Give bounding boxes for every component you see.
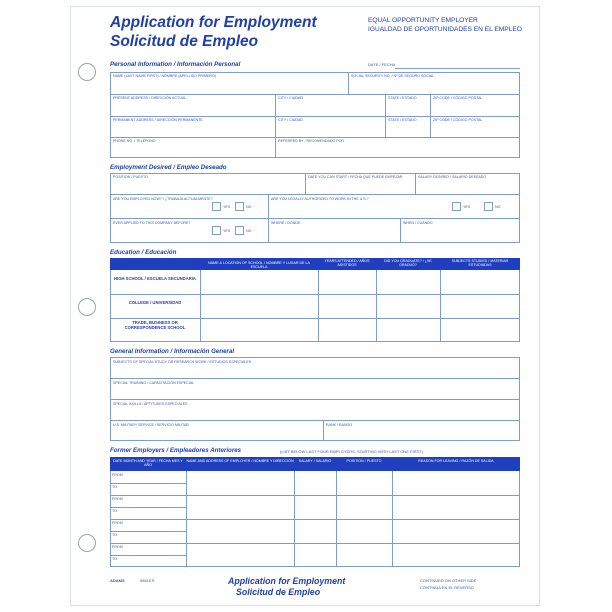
edu-col-school: NAME & LOCATION OF SCHOOL / NOMBRE Y LUGAR DE LA ESCUELA [208, 261, 310, 270]
military-service-label: U.S. MILITARY SERVICE / SERVICIO MILITAR [113, 423, 189, 427]
applied-yes-checkbox[interactable] [212, 226, 221, 235]
form-title-spanish: Solicitud de Empleo [110, 33, 259, 50]
zip-label-2: ZIP CODE / CÓDIGO POSTAL [433, 118, 483, 122]
permanent-address-label: PERMANENT ADDRESS / DIRECCIÓN PERMANENTE [113, 118, 203, 122]
employer2-from-label: FROM [112, 497, 123, 501]
rank-label: RANK / RANGO [326, 423, 353, 427]
ssn-label: SOCIAL SECURITY NO. / Nº DE SEGURO SOCIAL [351, 74, 435, 78]
authorized-no-checkbox[interactable] [484, 202, 493, 211]
section-education: Education / Educación [110, 249, 177, 256]
start-date-label: DATE YOU CAN START / FECHA QUE PUEDE EMPEZAR [308, 175, 403, 179]
employed-now-label: ARE YOU EMPLOYED NOW? / ¿TRABAJA ACTUALMENTE? [113, 197, 213, 201]
applied-no-checkbox[interactable] [235, 226, 244, 235]
special-training-label: SPECIAL TRAINING / CAPACITACIÓN ESPECIAL [113, 381, 195, 385]
edu-row-college: COLLEGE / UNIVERSIDAD [128, 300, 182, 305]
former-col-date: DATE MONTH AND YEAR / FECHA MES Y AÑO [113, 459, 183, 468]
section-general-information: General Information / Información General [110, 348, 235, 355]
former-col-employer: NAME AND ADDRESS OF EMPLOYER / NOMBRE Y DIRECCIÓN [186, 459, 294, 463]
former-employers-table [110, 457, 520, 567]
employer4-to-label: TO [112, 557, 117, 561]
special-skills-label: SPECIAL SKILLS / APTITUDES ESPECIALES [113, 402, 188, 406]
eoe-spanish: IGUALDAD DE OPORTUNIDADES EN EL EMPLEO [368, 25, 522, 33]
footer-title-spanish: Solicitud de Empleo [236, 587, 321, 597]
state-label-2: STATE / ESTADO [388, 118, 417, 122]
former-col-reason: REASON FOR LEAVING / RAZÓN DE SALIDA [418, 459, 494, 463]
special-study-label: SUBJECTS OF SPECIAL STUDY OR RESEARCH WORK / ESTUDIOS ESPECIALES [113, 360, 252, 364]
employer1-to-label: TO [112, 485, 117, 489]
former-col-salary: SALARY / SALARIO [298, 459, 332, 463]
employer1-from-label: FROM [112, 473, 123, 477]
authorized-yes-checkbox[interactable] [452, 202, 461, 211]
section-employment-desired: Employment Desired / Empleo Deseado [110, 164, 227, 171]
when-label: WHEN / CUÁNDO [403, 221, 433, 225]
employed-yes-label: YES [223, 205, 231, 209]
edu-row-high-school: HIGH SCHOOL / ESCUELA SECUNDARIA [114, 276, 196, 281]
applied-no-label: NO [246, 229, 252, 233]
employed-yes-checkbox[interactable] [212, 202, 221, 211]
continued-english: CONTINUED ON OTHER SIDE [420, 578, 477, 583]
edu-col-years: YEARS ATTENDED / AÑOS ASISTIDOS [324, 259, 370, 268]
salary-desired-label: SALARY DESIRED / SALARIO DESEADO [418, 175, 487, 179]
employed-no-checkbox[interactable] [235, 202, 244, 211]
edu-col-graduate: DID YOU GRADUATE? / ¿SE GRADUÓ? [384, 259, 432, 268]
legally-authorized-label: ARE YOU LEGALLY AUTHORIZED TO WORK IN THE U.S.? [271, 197, 369, 201]
binder-hole-bottom [78, 534, 96, 552]
employer2-to-label: TO [112, 509, 117, 513]
binder-hole-top [78, 63, 96, 81]
form-title-english: Application for Employment [110, 14, 317, 31]
binder-hole-middle [78, 298, 96, 316]
date-line[interactable] [395, 68, 520, 69]
name-label: NAME (LAST NAME FIRST) / NOMBRE (APELLIDO PRIMERO) [113, 74, 216, 78]
employer3-from-label: FROM [112, 521, 123, 525]
zip-label: ZIP CODE / CÓDIGO POSTAL [433, 96, 483, 100]
personal-info-box [110, 72, 520, 158]
state-label: STATE / ESTADO [388, 96, 417, 100]
edu-row-trade-school: TRADE, BUSINESS OR CORRESPONDENCE SCHOOL [124, 320, 186, 330]
section-personal-information: Personal Information / Información Personal [110, 61, 241, 68]
employer3-to-label: TO [112, 533, 117, 537]
where-label: WHERE / DÓNDE [271, 221, 301, 225]
applied-yes-label: YES [223, 229, 231, 233]
city-label-2: CITY / CIUDAD [278, 118, 303, 122]
former-employers-note: (LIST BELOW LAST FOUR EMPLOYERS, STARTING WITH LAST ONE FIRST) [280, 449, 423, 454]
footer-title-english: Application for Employment [228, 576, 346, 586]
employer4-from-label: FROM [112, 545, 123, 549]
section-former-employers: Former Employers / Empleadores Anteriores [110, 447, 242, 454]
continued-spanish: CONTINÚA EN EL REVERSO [420, 585, 474, 590]
authorized-yes-label: YES [463, 205, 471, 209]
position-label: POSITION / PUESTO [113, 175, 148, 179]
present-address-label: PRESENT ADDRESS / DIRECCIÓN ACTUAL [113, 96, 187, 100]
city-label: CITY / CIUDAD [278, 96, 303, 100]
brand-logo: ADAMS [110, 578, 125, 583]
applied-before-label: EVER APPLIED TO THIS COMPANY BEFORE? [113, 221, 191, 225]
eoe-english: EQUAL OPPORTUNITY EMPLOYER [368, 17, 478, 24]
former-col-position: POSITION / PUESTO [346, 459, 382, 463]
date-label: DATE / FECHA [368, 62, 396, 67]
employed-no-label: NO [246, 205, 252, 209]
authorized-no-label: NO [495, 205, 501, 209]
referred-by-label: REFERRED BY / RECOMENDADO POR [278, 139, 345, 143]
edu-col-subjects: SUBJECTS STUDIED / MATERIAS ESTUDIADAS [451, 259, 509, 268]
form-number: 9661ES [140, 578, 155, 583]
equal-opportunity-statement [368, 17, 533, 34]
phone-label: PHONE NO. / TELÉFONO [113, 139, 156, 143]
